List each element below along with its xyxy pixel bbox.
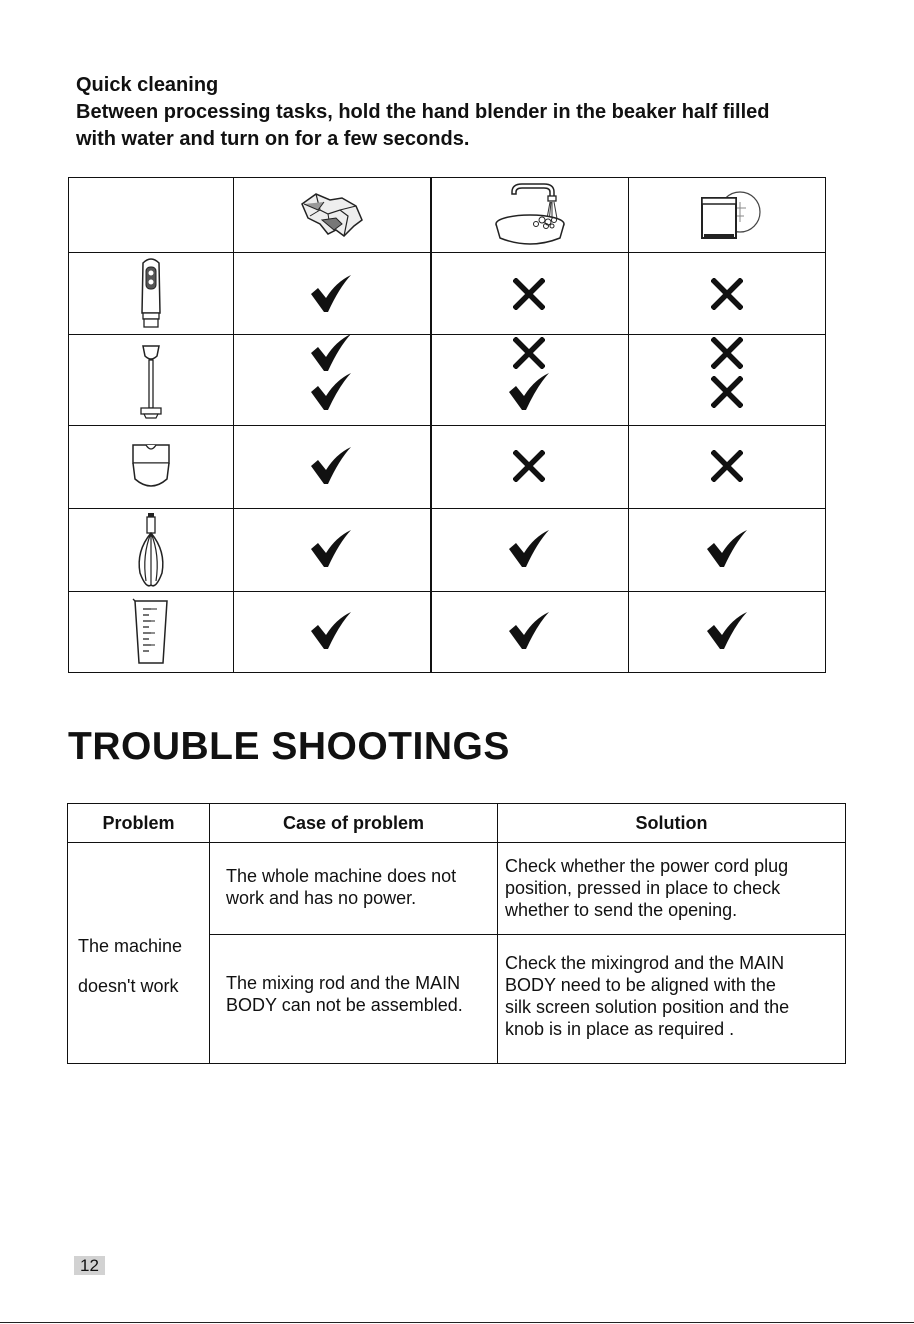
cross-mark-icon bbox=[711, 376, 743, 408]
check-mark-icon bbox=[705, 611, 749, 651]
cross-mark-icon bbox=[711, 337, 743, 369]
solution-2-line-2: BODY need to be aligned with the bbox=[505, 975, 776, 995]
cause-cell-2 bbox=[226, 972, 463, 1016]
bottom-rule bbox=[0, 1322, 914, 1323]
solution-2-line-4: knob is in place as required . bbox=[505, 1019, 735, 1039]
cause-2-line-1: The mixing rod and the MAIN bbox=[226, 973, 461, 993]
check-mark-icon bbox=[309, 446, 353, 486]
header-problem: Problem bbox=[102, 812, 175, 833]
problem-cell bbox=[78, 926, 182, 1006]
motor-unit-icon bbox=[69, 253, 233, 334]
cross-mark-icon bbox=[513, 450, 545, 482]
check-mark-icon bbox=[507, 372, 551, 412]
gearbox-cup-icon bbox=[69, 426, 233, 508]
troubleshooting-title: TROUBLE SHOOTINGS bbox=[68, 725, 510, 768]
cross-mark-icon bbox=[513, 278, 545, 310]
header-cause: Case of problem bbox=[282, 812, 425, 833]
measuring-beaker-icon bbox=[69, 592, 233, 672]
cross-mark-icon bbox=[711, 450, 743, 482]
solution-2-line-1: Check the mixingrod and the MAIN bbox=[505, 953, 785, 973]
solution-cell-1 bbox=[505, 855, 788, 921]
quick-cleaning-text-line-1: Between processing tasks, hold the hand blender in the beaker half filled bbox=[76, 101, 770, 123]
check-mark-icon bbox=[507, 611, 551, 651]
check-mark-icon bbox=[507, 529, 551, 569]
solution-1-line-3: whether to send the opening. bbox=[505, 900, 738, 920]
cross-mark-icon bbox=[513, 337, 545, 369]
solution-1-line-2: position, pressed in place to check bbox=[505, 878, 781, 898]
problem-text-line-2: doesn't work bbox=[78, 976, 179, 996]
check-mark-icon bbox=[309, 274, 353, 314]
cause-cell-1 bbox=[226, 865, 456, 909]
solution-2-line-3: silk screen solution position and the bbox=[505, 997, 790, 1017]
check-mark-icon bbox=[705, 529, 749, 569]
solution-1-line-1: Check whether the power cord plug bbox=[505, 856, 789, 876]
cause-1-line-1: The whole machine does not bbox=[226, 866, 457, 886]
solution-cell-2 bbox=[505, 952, 789, 1040]
cause-2-line-2: BODY can not be assembled. bbox=[226, 995, 463, 1015]
cross-mark-icon bbox=[711, 278, 743, 310]
problem-text-line-1: The machine bbox=[78, 936, 183, 956]
cloth-wipe-icon bbox=[234, 177, 430, 252]
troubleshooting-table bbox=[67, 803, 846, 1064]
check-mark-icon bbox=[309, 611, 353, 651]
quick-cleaning-title: Quick cleaning bbox=[76, 74, 219, 96]
blending-shaft-icon bbox=[69, 335, 233, 425]
running-water-basin-icon bbox=[432, 177, 628, 252]
cleaning-method-table bbox=[68, 177, 826, 673]
check-mark-icon bbox=[309, 333, 353, 373]
whisk-icon bbox=[69, 509, 233, 591]
cause-1-line-2: work and has no power. bbox=[226, 888, 417, 908]
quick-cleaning-section bbox=[76, 72, 876, 153]
check-mark-icon bbox=[309, 529, 353, 569]
page-number: 12 bbox=[74, 1256, 105, 1275]
quick-cleaning-text-line-2: with water and turn on for a few seconds. bbox=[76, 128, 470, 150]
header-solution: Solution bbox=[635, 812, 708, 833]
dishwasher-icon bbox=[629, 177, 825, 252]
check-mark-icon bbox=[309, 372, 353, 412]
